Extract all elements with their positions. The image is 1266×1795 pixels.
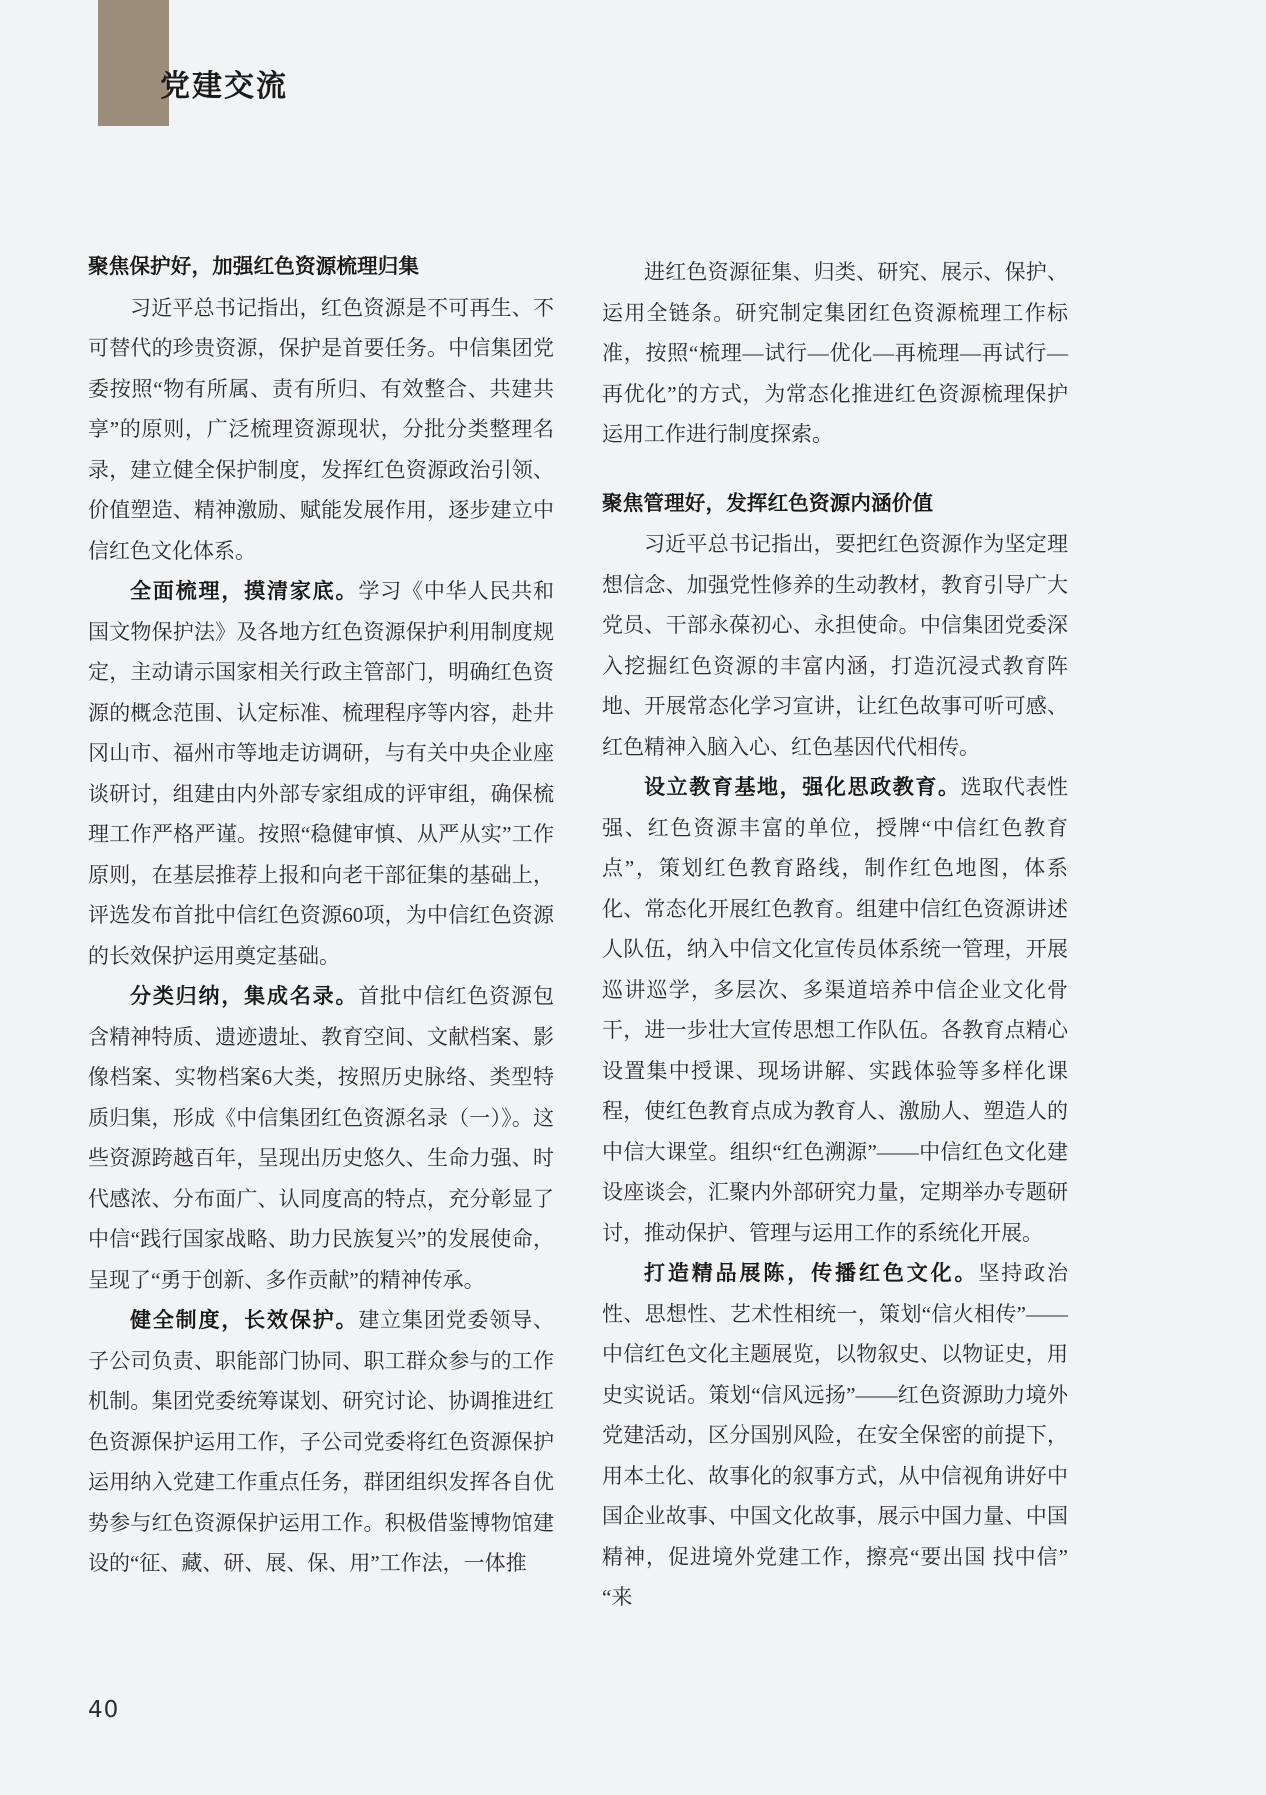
paragraph-lead: 设立教育基地，强化思政教育。 xyxy=(644,775,961,800)
paragraph-text: 坚持政治性、思想性、艺术性相统一，策划“信火相传”——中信红色文化主题展览，以物叙史、以物证史，用史实说话。策划“信风远扬”——红色资源助力境外党建活动，区分国别风险，在安全保密的前提下，用本土化、故事化的叙事方式，从中信视角讲好中国企业故事、中国文化故事，展示中国力量、中国精神，促进境外党建工作，擦亮“要出国 找中信”“来 xyxy=(602,1261,1069,1610)
left-column xyxy=(88,252,554,1618)
paragraph-text: 建立集团党委领导、子公司负责、职能部门协同、职工群众参与的工作机制。集团党委统筹谋划、研究讨论、协调推进红色资源保护运用工作，子公司党委将红色资源保护运用纳入党建工作重点任务，群团组织发挥各自优势参与红色资源保护运用工作。积极借鉴博物馆建设的“征、藏、研、展、保、用”工作法，一体推 xyxy=(88,1308,555,1576)
paragraph-text: 选取代表性强、红色资源丰富的单位，授牌“中信红色教育点”，策划红色教育路线，制作红色地图，体系化、常态化开展红色教育。组建中信红色资源讲述人队伍，纳入中信文化宣传员体系统一管理，开展巡讲巡学，多层次、多渠道培养中信企业文化骨干，进一步壮大宣传思想工作队伍。各教育点精心设置集中授课、现场讲解、实践体验等多样化课程，使红色教育点成为教育人、激励人、塑造人的中信大课堂。组织“红色溯源”——中信红色文化建设座谈会，汇聚内外部研究力量，定期举办专题研讨，推动保护、管理与运用工作的系统化开展。 xyxy=(602,775,1069,1245)
paragraph-education-base xyxy=(602,767,1068,1253)
paragraph-text: 进红色资源征集、归类、研究、展示、保护、运用全链条。研究制定集团红色资源梳理工作标准，按照“梳理—试行—优化—再梳理—再试行—再优化”的方式，为常态化推进红色资源梳理保护运用工作进行制度探索。 xyxy=(602,260,1068,446)
paragraph-text: 习近平总书记指出，红色资源是不可再生、不可替代的珍贵资源，保护是首要任务。中信集团党委按照“物有所属、责有所归、有效整合、共建共享”的原则，广泛梳理资源现状，分批分类整理名录，建立健全保护制度，发挥红色资源政治引领、价值塑造、精神激励、赋能发展作用，逐步建立中信红色文化体系。 xyxy=(88,295,554,563)
right-column xyxy=(602,252,1068,1618)
paragraph-lead: 健全制度，长效保护。 xyxy=(130,1308,359,1333)
paragraph-text: 学习《中华人民共和国文物保护法》及各地方红色资源保护利用制度规定，主动请示国家相关行政主管部门，明确红色资源的概念范围、认定标准、梳理程序等内容，赴井冈山市、福州市等地走访调研，与有关中央企业座谈研讨，组建由内外部专家组成的评审组，确保梳理工作严格严谨。按照“稳健审慎、从严从实”工作原则，在基层推荐上报和向老干部征集的基础上，评选发布首批中信红色资源60项，为中信红色资源的长效保护运用奠定基础。 xyxy=(88,579,555,968)
paragraph-exhibition xyxy=(602,1253,1068,1618)
paragraph-classification xyxy=(88,976,554,1300)
page-header xyxy=(0,0,1266,150)
article-body xyxy=(88,252,1088,1618)
paragraph-text: 习近平总书记指出，要把红色资源作为坚定理想信念、加强党性修养的生动教材，教育引导广大党员、干部永葆初心、永担使命。中信集团党委深入挖掘红色资源的丰富内涵，打造沉浸式教育阵地、开展常态化学习宣讲，让红色故事可听可感、红色精神入脑入心、红色基因代代相传。 xyxy=(602,532,1068,759)
page-category-title: 党建交流 xyxy=(160,69,288,104)
paragraph-text: 首批中信红色资源包含精神特质、遗迹遗址、教育空间、文献档案、影像档案、实物档案6大类，按照历史脉络、类型特质归集，形成《中信集团红色资源名录（一）》。这些资源跨越百年，呈现出历史悠久、生命力强、时代感浓、分布面广、认同度高的特点，充分彰显了中信“践行国家战略、助力民族复兴”的发展使命，呈现了“勇于创新、多作贡献”的精神传承。 xyxy=(88,984,555,1292)
section-heading-manage: 聚焦管理好，发挥红色资源内涵价值 xyxy=(602,490,934,515)
paragraph-chain-continuation xyxy=(602,252,1068,455)
paragraph-lead: 分类归纳，集成名录。 xyxy=(130,984,359,1009)
paragraph-lead: 全面梳理，摸清家底。 xyxy=(130,579,359,604)
paragraph-protect-intro xyxy=(88,288,554,572)
paragraph-institution xyxy=(88,1300,554,1584)
page-number: 40 xyxy=(88,1697,120,1723)
section-heading-protect: 聚焦保护好，加强红色资源梳理归集 xyxy=(88,254,420,278)
paragraph-comprehensive-review xyxy=(88,571,554,976)
paragraph-lead: 打造精品展陈，传播红色文化。 xyxy=(644,1261,979,1286)
paragraph-manage-intro xyxy=(602,524,1068,767)
header-accent-block xyxy=(98,0,169,126)
